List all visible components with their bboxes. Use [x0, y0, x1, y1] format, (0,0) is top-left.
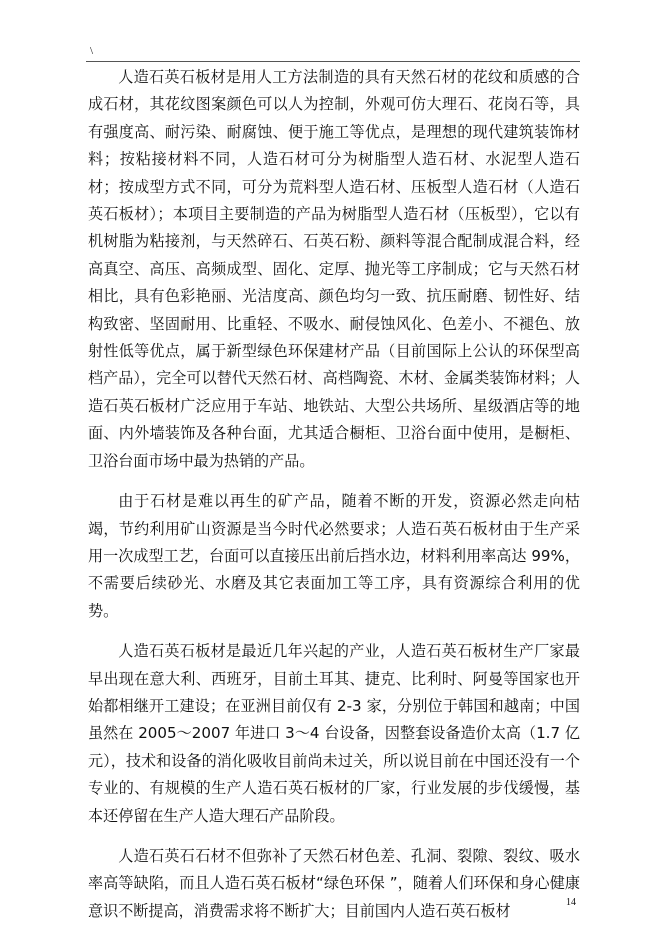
- paragraph-4: 人造石英石石材不但弥补了天然石材色差、孔洞、裂隙、裂纹、吸水率高等缺陷，而且人造石英石板材“绿色环保 ”，随着人们环保和身心健康意识不断提高，消费需求将不断扩大；目前国内人造石英石板材: [88, 846, 580, 920]
- paragraph-3: 人造石英石板材是最近几年兴起的产业，人造石英石板材生产厂家最早出现在意大利、西班牙，目前土耳其、捷克、比利时、阿曼等国家也开始都相继开工建设；在亚洲目前仅有 2-3 家，分别位于韩国和越南；中国虽然在 2005～2007 年进口 3～4 台设备，因整套设备造价太高（1.7 亿元），技术和设备的消化吸收目前尚未过关，所以说目前在中国还没有一个专业的、有规模的生产人造石英石板材的厂家，行业发展的步伐缓慢，基本还停留在生产人造大理石产品阶段。: [88, 642, 580, 825]
- page-number: 14: [566, 897, 576, 908]
- paragraph-2: 由于石材是难以再生的矿产品，随着不断的开发，资源必然走向枯竭，节约利用矿山资源是当今时代必然要求；人造石英石板材由于生产采用一次成型工艺，台面可以直接压出前后挡水边，材料利用率高达 99%，不需要后续砂光、水磨及其它表面加工等工序，具有资源综合利用的优势。: [88, 492, 580, 620]
- document-body: [88, 64, 580, 938]
- paragraph-1: 人造石英石板材是用人工方法制造的具有天然石材的花纹和质感的合成石材，其花纹图案颜色可以人为控制，外观可仿大理石、花岗石等，具有强度高、耐污染、耐腐蚀、便于施工等优点，是理想的现代建筑装饰材料；按粘接材料不同，人造石材可分为树脂型人造石材、水泥型人造石材；按成型方式不同，可分为荒料型人造石材、压板型人造石材（人造石英石板材）；本项目主要制造的产品为树脂型人造石材（压板型），它以有机树脂为粘接剂，与天然碎石、石英石粉、颜料等混合配制成混合料，经高真空、高压、高频成型、固化、定厚、抛光等工序制成；它与天然石材相比，具有色彩艳丽、光洁度高、颜色均匀一致、抗压耐磨、韧性好、结构致密、坚固耐用、比重轻、不吸水、耐侵蚀风化、色差小、不褪色、放射性低等优点，属于新型绿色环保建材产品（目前国际上公认的环保型高档产品），完全可以替代天然石材、高档陶瓷、木材、金属类装饰材料；人造石英石板材广泛应用于车站、地铁站、大型公共场所、星级酒店等的地面、内外墙装饰及各种台面，尤其适合橱柜、卫浴台面中使用，是橱柜、卫浴台面市场中最为热销的产品。: [88, 68, 580, 470]
- header-rule: [86, 61, 580, 62]
- header-mark: \: [90, 45, 94, 57]
